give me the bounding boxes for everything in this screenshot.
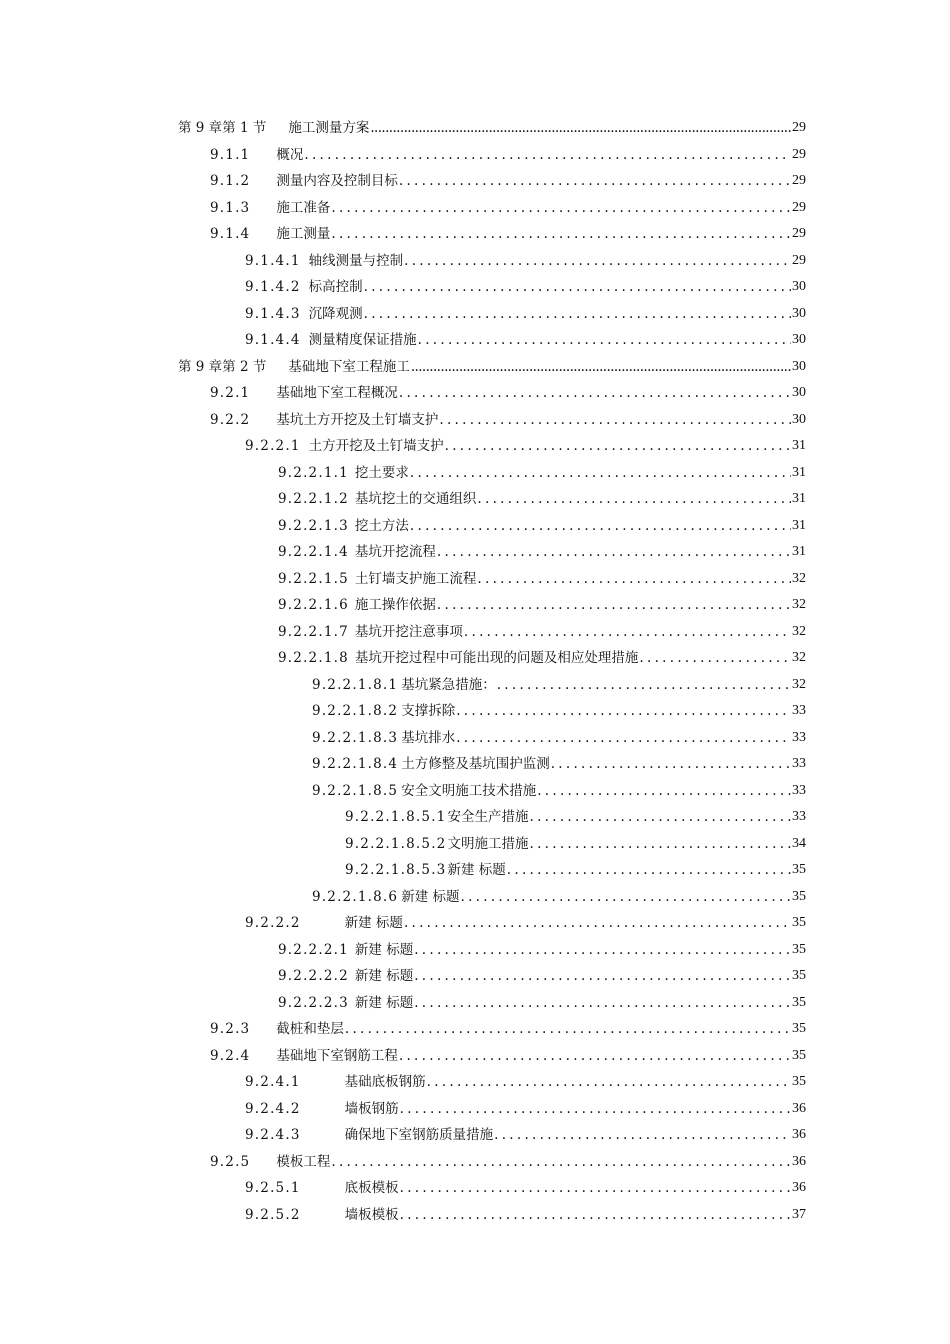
toc-entry[interactable]	[210, 1150, 806, 1170]
toc-entry-title: 新建 标题	[344, 915, 403, 931]
dot-leader	[414, 968, 791, 984]
toc-entry-number: 9.2.3	[210, 1021, 251, 1037]
toc-entry-title: 测量内容及控制目标	[276, 173, 398, 189]
toc-entry-title: 新建 标题	[354, 941, 414, 958]
dot-leader	[494, 1127, 791, 1143]
toc-entry-title: 基坑开挖注意事项	[354, 623, 463, 640]
toc-entry-number: 9.2.4.1	[245, 1074, 301, 1090]
toc-entry-number: 9.1.1	[210, 146, 251, 163]
toc-entry[interactable]	[312, 752, 806, 772]
toc-entry-page: 34	[792, 835, 806, 851]
toc-entry-title: 基坑挖土的交通组织	[354, 491, 477, 507]
toc-entry-page: 35	[792, 968, 806, 983]
toc-entry-title: 施工测量	[276, 226, 331, 242]
dot-leader	[304, 147, 791, 163]
toc-entry-title: 基础地下室钢筋工程	[276, 1047, 398, 1064]
toc-entry-number: 9.2.2.1.8.2	[312, 703, 399, 719]
dot-leader	[439, 412, 791, 428]
dot-leader	[331, 1154, 791, 1170]
toc-entry[interactable]	[278, 514, 806, 534]
dot-leader	[414, 995, 791, 1011]
toc-entry-title: 确保地下室钢筋质量措施	[344, 1127, 494, 1143]
toc-entry-number: 9.2.2.1	[245, 438, 301, 454]
toc-entry-title: 新建 标题	[447, 862, 506, 878]
toc-entry[interactable]	[278, 938, 806, 958]
toc-entry-number: 9.1.4.4	[245, 332, 301, 348]
toc-entry[interactable]	[210, 408, 806, 428]
toc-entry-page: 30	[792, 332, 806, 347]
toc-entry-title: 土方开挖及土钉墙支护	[308, 438, 444, 454]
toc-entry-page: 32	[792, 676, 806, 692]
toc-entry-number: 9.2.2.1.8.1	[312, 676, 399, 693]
toc-chapter-entry[interactable]	[178, 355, 806, 375]
toc-entry[interactable]	[210, 381, 806, 401]
toc-entry[interactable]	[245, 434, 806, 454]
toc-entry[interactable]	[210, 222, 806, 242]
dot-leader	[464, 624, 791, 640]
toc-entry-title: 土钉墙支护施工流程	[354, 570, 477, 587]
dot-leader	[404, 915, 791, 931]
toc-entry-page: 31	[792, 438, 806, 453]
toc-entry[interactable]	[312, 885, 806, 905]
toc-entry-number: 9.2.2.1.8.4	[312, 756, 399, 772]
dot-leader	[370, 120, 791, 136]
toc-entry-title: 施工测量方案	[288, 120, 370, 136]
toc-entry-page: 36	[792, 1100, 806, 1116]
toc-entry[interactable]	[278, 991, 806, 1011]
toc-entry-page: 35	[792, 941, 806, 957]
toc-entry-number: 9.2.2.1.8.5.2	[345, 835, 447, 852]
toc-entry-number: 9.1.2	[210, 173, 251, 189]
dot-leader	[331, 200, 791, 216]
toc-entry[interactable]	[345, 805, 806, 825]
toc-entry-title: 挖土要求	[354, 464, 409, 481]
toc-entry-title: 概况	[276, 146, 304, 163]
toc-entry-number: 9.2.2.1.8	[278, 650, 349, 666]
dot-leader	[331, 226, 791, 242]
toc-entry-number: 9.2.1	[210, 385, 251, 401]
toc-entry-title: 沉降观测	[308, 305, 363, 322]
toc-entry-title: 标高控制	[308, 279, 363, 295]
dot-leader	[404, 253, 791, 269]
toc-entry-page: 33	[792, 703, 806, 718]
toc-entry[interactable]	[345, 858, 806, 878]
toc-entry[interactable]	[245, 1176, 806, 1196]
toc-entry-title: 挖土方法	[354, 517, 409, 534]
toc-entry-title: 基坑排水	[401, 729, 456, 746]
toc-entry-title: 新建 标题	[354, 994, 414, 1011]
dot-leader	[529, 836, 791, 852]
toc-entry-page: 35	[792, 994, 806, 1010]
toc-entry-number: 9.2.5.2	[245, 1206, 301, 1223]
toc-entry[interactable]	[278, 593, 806, 613]
toc-entry[interactable]	[245, 249, 806, 269]
dot-leader	[507, 862, 791, 878]
toc-entry-number: 9.1.4.2	[245, 279, 301, 295]
toc-entry[interactable]	[278, 487, 806, 507]
toc-entry-number: 9.1.4.3	[245, 305, 301, 322]
toc-entry-title: 墙板模板	[344, 1206, 399, 1223]
dot-leader	[400, 1101, 791, 1117]
dot-leader	[400, 1207, 791, 1223]
toc-entry-title: 轴线测量与控制	[308, 252, 404, 269]
toc-entry-title: 基坑开挖过程中可能出现的问题及相应处理措施	[354, 650, 639, 666]
toc-entry-number: 9.2.4	[210, 1047, 251, 1064]
toc-entry-page: 36	[792, 1153, 806, 1169]
toc-entry-number: 第 9 章第 1 节	[178, 120, 267, 136]
toc-entry[interactable]	[210, 196, 806, 216]
toc-entry[interactable]	[278, 567, 806, 587]
toc-entry-number: 9.2.2.1.8.5	[312, 782, 399, 799]
dot-leader	[456, 730, 791, 746]
toc-entry-number: 9.2.2.1.8.5.3	[345, 862, 447, 878]
toc-entry-title: 基础地下室工程概况	[276, 385, 398, 401]
toc-entry[interactable]	[245, 275, 806, 295]
dot-leader	[364, 306, 791, 322]
dot-leader	[461, 889, 792, 905]
toc-entry-number: 9.1.3	[210, 199, 251, 216]
toc-entry-title: 文明施工措施	[447, 835, 529, 852]
toc-entry-page: 31	[792, 544, 806, 559]
toc-entry-title: 新建 标题	[354, 968, 414, 984]
toc-entry-number: 9.2.2.2.2	[278, 968, 349, 984]
toc-entry-title: 安全文明施工技术措施	[401, 782, 537, 799]
toc-entry-number: 9.2.2.1.8.3	[312, 729, 399, 746]
toc-entry-page: 36	[792, 1127, 806, 1142]
toc-entry-page: 33	[792, 729, 806, 745]
toc-entry-page: 35	[792, 862, 806, 877]
toc-entry[interactable]	[210, 1044, 806, 1064]
toc-entry-page: 29	[792, 252, 806, 268]
toc-entry-page: 35	[792, 1047, 806, 1063]
toc-entry[interactable]	[278, 461, 806, 481]
toc-entry[interactable]	[245, 911, 806, 931]
toc-entry-number: 第 9 章第 2 节	[178, 358, 267, 375]
dot-leader	[414, 942, 791, 958]
toc-entry-number: 9.2.2	[210, 411, 251, 428]
dot-leader	[364, 279, 791, 295]
toc-entry-page: 36	[792, 1180, 806, 1195]
toc-entry-title: 基础底板钢筋	[344, 1074, 426, 1090]
toc-entry-page: 32	[792, 650, 806, 665]
dot-leader	[437, 544, 791, 560]
dot-leader	[445, 438, 791, 454]
toc-entry-page: 29	[792, 146, 806, 162]
toc-entry-title: 墙板钢筋	[344, 1100, 399, 1117]
toc-entry-title: 测量精度保证措施	[308, 332, 417, 348]
toc-entry-page: 33	[792, 809, 806, 824]
toc-entry-number: 9.2.5	[210, 1153, 251, 1170]
toc-entry-page: 32	[792, 623, 806, 639]
toc-entry-number: 9.2.2.2.3	[278, 994, 349, 1011]
toc-entry-title: 基坑土方开挖及土钉墙支护	[276, 411, 439, 428]
toc-entry-page: 30	[792, 411, 806, 427]
toc-entry-number: 9.2.5.1	[245, 1180, 301, 1196]
toc-entry-page: 35	[792, 915, 806, 930]
toc-entry-page: 30	[792, 305, 806, 321]
toc-entry-title: 土方修整及基坑围护监测	[401, 756, 550, 772]
toc-entry-page: 33	[792, 782, 806, 798]
dot-leader	[551, 756, 791, 772]
dot-leader	[477, 491, 791, 507]
toc-entry-number: 9.1.4.1	[245, 252, 301, 269]
toc-entry-number: 9.2.2.1.5	[278, 570, 349, 587]
dot-leader	[410, 518, 791, 534]
toc-entry-page: 32	[792, 570, 806, 586]
toc-entry[interactable]	[312, 726, 806, 746]
toc-entry[interactable]	[278, 964, 806, 984]
toc-entry[interactable]	[210, 143, 806, 163]
toc-entry[interactable]	[245, 302, 806, 322]
dot-leader	[400, 1180, 791, 1196]
toc-entry-number: 9.2.2.2	[245, 915, 301, 931]
toc-entry-number: 9.1.4	[210, 226, 251, 242]
toc-entry-page: 31	[792, 517, 806, 533]
toc-entry-title: 施工准备	[276, 199, 331, 216]
dot-leader	[410, 465, 791, 481]
dot-leader	[399, 385, 791, 401]
toc-entry[interactable]	[245, 1123, 806, 1143]
toc-entry-page: 29	[792, 226, 806, 241]
toc-entry-title: 基坑紧急措施：	[401, 676, 496, 693]
toc-entry[interactable]	[245, 1203, 806, 1223]
toc-entry-page: 29	[792, 199, 806, 215]
toc-chapter-entry[interactable]	[178, 116, 806, 136]
toc-entry-page: 32	[792, 597, 806, 612]
dot-leader	[437, 597, 791, 613]
dot-leader	[497, 677, 791, 693]
toc-entry[interactable]	[312, 673, 806, 693]
dot-leader	[639, 650, 791, 666]
toc-entry-title: 支撑拆除	[401, 703, 456, 719]
toc-entry-page: 35	[792, 888, 806, 904]
toc-entry[interactable]	[210, 169, 806, 189]
dot-leader	[399, 1048, 791, 1064]
dot-leader	[529, 809, 791, 825]
toc-entry-page: 35	[792, 1074, 806, 1089]
toc-entry-number: 9.2.4.3	[245, 1127, 301, 1143]
toc-entry-page: 30	[792, 358, 806, 374]
toc-entry-title: 截桩和垫层	[276, 1021, 344, 1037]
toc-entry-number: 9.2.4.2	[245, 1100, 301, 1117]
toc-entry-number: 9.2.2.1.2	[278, 491, 349, 507]
toc-entry-page: 31	[792, 464, 806, 480]
toc-entry-title: 安全生产措施	[447, 809, 529, 825]
toc-entry-number: 9.2.2.1.8.6	[312, 888, 399, 905]
toc-entry[interactable]	[345, 832, 806, 852]
toc-entry[interactable]	[210, 1017, 806, 1037]
dot-leader	[411, 359, 791, 375]
toc-entry-page: 33	[792, 756, 806, 771]
toc-entry-page: 29	[792, 173, 806, 188]
toc-entry-page: 30	[792, 385, 806, 400]
dot-leader	[418, 332, 791, 348]
dot-leader	[456, 703, 791, 719]
dot-leader	[477, 571, 791, 587]
toc-entry-title: 新建 标题	[401, 888, 460, 905]
toc-entry-title: 基坑开挖流程	[354, 544, 436, 560]
toc-entry-number: 9.2.2.1.1	[278, 464, 349, 481]
toc-entry-page: 29	[792, 120, 806, 135]
toc-entry-number: 9.2.2.1.7	[278, 623, 349, 640]
toc-entry-title: 底板模板	[344, 1180, 399, 1196]
toc-entry-title: 施工操作依据	[354, 597, 436, 613]
toc-entry-title: 基础地下室工程施工	[288, 358, 410, 375]
toc-entry[interactable]	[278, 620, 806, 640]
toc-entry-number: 9.2.2.1.6	[278, 597, 349, 613]
toc-entry[interactable]	[245, 1097, 806, 1117]
toc-entry-number: 9.2.2.1.3	[278, 517, 349, 534]
toc-entry[interactable]	[312, 699, 806, 719]
toc-entry[interactable]	[245, 328, 806, 348]
toc-entry-number: 9.2.2.2.1	[278, 941, 349, 958]
dot-leader	[399, 173, 791, 189]
toc-entry[interactable]	[278, 540, 806, 560]
toc-entry-page: 37	[792, 1206, 806, 1222]
dot-leader	[345, 1021, 791, 1037]
toc-entry-title: 模板工程	[276, 1153, 331, 1170]
toc-entry-page: 31	[792, 491, 806, 506]
toc-entry-number: 9.2.2.1.4	[278, 544, 349, 560]
toc-entry[interactable]	[245, 1070, 806, 1090]
dot-leader	[537, 783, 791, 799]
toc-entry[interactable]	[312, 779, 806, 799]
toc-entry-page: 30	[792, 279, 806, 294]
toc-entry[interactable]	[278, 646, 806, 666]
toc-entry-page: 35	[792, 1021, 806, 1036]
dot-leader	[427, 1074, 791, 1090]
toc-entry-number: 9.2.2.1.8.5.1	[345, 809, 447, 825]
